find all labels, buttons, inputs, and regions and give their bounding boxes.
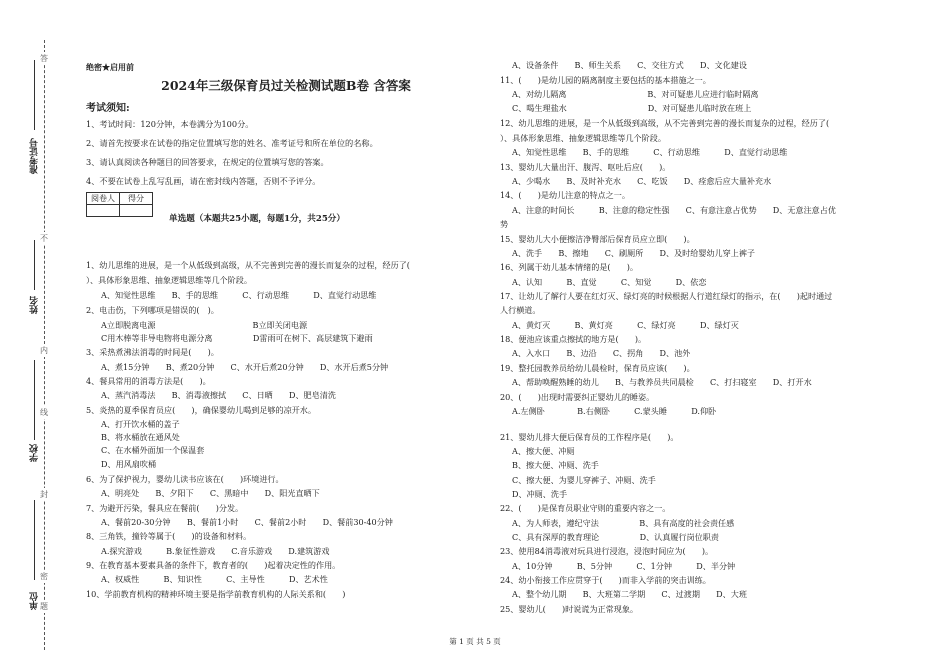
question-line: ）、具体形象思维、抽象逻辑思维等几个阶段。: [86, 275, 252, 285]
reviewer-cell[interactable]: [87, 205, 120, 217]
question-line: A、蒸汽消毒法 B、消毒液擦拭 C、日晒 D、肥皂清洗: [101, 390, 336, 400]
score-table: [86, 192, 153, 217]
question-line: 24、幼小衔接工作应贯穿于( )而非入学前的突击训练。: [500, 575, 711, 585]
binding-label-exam-number: 准考证号: [30, 138, 40, 174]
binding-mark-4: 封: [40, 490, 48, 499]
question-line: 18、便池应该重点擦拭的地方是( )。: [500, 334, 647, 344]
binding-mark-1: 不: [40, 234, 48, 243]
question-line: 22、( )是保育员职业守则的重要内容之一。: [500, 503, 671, 513]
binding-mark-2: 内: [40, 346, 48, 355]
question-line: C、喝生理盐水 D、对可疑患儿临时放在班上: [512, 103, 752, 113]
question-line: A、整个幼儿期 B、大班第二学期 C、过渡期 D、大班: [512, 589, 747, 599]
question-line: A、煮15分钟 B、煮20分钟 C、水开后煮20分钟 D、水开后煮5分钟: [101, 362, 389, 372]
question-line: 7、为避开污染，餐具应在餐前( )分发。: [86, 503, 244, 513]
question-line: 15、婴幼儿大小便擦洁净臀部后保育员应立即( )。: [500, 234, 695, 244]
binding-underline-3: [34, 360, 35, 440]
question-line: 10、学前教育机构的精神环境主要是指学前教育机构的人际关系和( ): [86, 589, 346, 599]
question-line: A.左侧卧 B.右侧卧 C.蒙头睡 D.仰卧: [512, 406, 717, 416]
question-line: 1、幼儿思维的进展，是一个从低级到高级，从不完善到完善的漫长而复杂的过程，经历了(: [86, 260, 410, 270]
question-line: 4、餐具常用的消毒方法是( )。: [86, 376, 211, 386]
question-line: A、帮助唤醒熟睡的幼儿 B、与教养员共同晨检 C、打扫寝室 D、打开水: [512, 377, 812, 387]
question-line: A、对幼儿隔离 B、对可疑患儿应进行临时隔离: [512, 89, 759, 99]
question-line: A、知觉性思维 B、手的思维 C、行动思维 D、直觉行动思维: [512, 147, 788, 157]
question-line: A、黄灯灭 B、黄灯亮 C、绿灯亮 D、绿灯灭: [512, 320, 739, 330]
question-line: 14、( )是幼儿注意的特点之一。: [500, 190, 630, 200]
reviewer-header: 阅卷人: [87, 193, 120, 205]
question-line: 3、采热煮沸法消毒的时间是( )。: [86, 347, 219, 357]
notice-item: 2、请首先按要求在试卷的指定位置填写您的姓名、准考证号和所在单位的名称。: [86, 138, 378, 148]
binding-mark-bottom: 题: [40, 602, 48, 611]
question-line: 25、婴幼儿( )时说谎为正常现象。: [500, 604, 639, 614]
binding-mark-top: 答: [40, 54, 48, 63]
question-line: A、打开饮水桶的盖子: [101, 419, 180, 429]
question-line: 2、电击伤，下列哪项是错误的( )。: [86, 305, 219, 315]
question-line: 人行横道。: [500, 305, 541, 315]
binding-mark-5: 密: [40, 572, 48, 581]
binding-underline-4: [34, 500, 35, 580]
question-line: A、10分钟 B、5分钟 C、1分钟 D、半分钟: [512, 561, 736, 571]
question-line: A、明亮处 B、夕阳下 C、黑暗中 D、阳光直晒下: [101, 488, 320, 498]
question-line: 13、婴幼儿大量出汗、腹泻、呕吐后应( )。: [500, 162, 671, 172]
score-cell[interactable]: [120, 205, 153, 217]
notice-heading: 考试须知:: [86, 103, 130, 114]
page-footer: 第 1 页 共 5 页: [449, 637, 501, 646]
question-line: A、认知 B、直觉 C、知觉 D、依恋: [512, 277, 707, 287]
question-line: A、权威性 B、知识性 C、主导性 D、艺术性: [101, 574, 328, 584]
question-line: A、入水口 B、边沿 C、拐角 D、池外: [512, 348, 691, 358]
exam-title: 2024年三级保育员过关检测试题B卷 含答案: [161, 78, 411, 93]
question-line: A、洗手 B、擦地 C、刷厕所 D、及时给婴幼儿穿上裤子: [512, 248, 756, 258]
question-line: 16、列属于幼儿基本情绪的是( )。: [500, 262, 639, 272]
question-line: D、冲厕、洗手: [512, 489, 568, 499]
section-title: 单选题（本题共25小题，每题1分，共25分）: [169, 214, 345, 224]
question-line: A立即脱离电源 B立即关闭电源: [101, 320, 308, 330]
binding-underline-1: [34, 60, 35, 130]
question-line: A.探究游戏 B.象征性游戏 C.音乐游戏 D.建筑游戏: [101, 546, 330, 556]
question-line: 8、三角铁，撞铃等属于( )的设备和材料。: [86, 531, 252, 541]
question-line: B、擦大便、冲厕、洗手: [512, 460, 599, 470]
question-line: D、用风扇吹桶: [101, 459, 157, 469]
question-line: A、餐前20-30分钟 B、餐前1小时 C、餐前2小时 D、餐前30-40分钟: [101, 517, 393, 527]
question-line: C、在水桶外面加一个保温套: [101, 445, 205, 455]
question-line: A、擦大便、冲厕: [512, 446, 575, 456]
question-line: A、设备条件 B、师生关系 C、交往方式 D、文化建设: [512, 60, 747, 70]
question-line: 23、使用84消毒液对玩具进行浸泡，浸泡时间应为( )。: [500, 546, 714, 556]
question-line: 19、整托园教养员给幼儿晨检时，保育员应该( )。: [500, 363, 695, 373]
binding-underline-2: [34, 240, 35, 290]
question-line: 9、在教育基本要素具备的条件下，教育者的( )起着决定性的作用。: [86, 560, 341, 570]
question-line: C、擦大便、为婴儿穿裤子、冲厕、洗手: [512, 475, 656, 485]
question-line: A、为人师表，遵纪守法 B、具有高度的社会责任感: [512, 518, 735, 528]
question-line: 5、炎热的夏季保育员应( )，确保婴幼儿喝到足够的凉开水。: [86, 405, 316, 415]
score-header: 得分: [120, 193, 153, 205]
question-line: 12、幼儿思维的进展，是一个从低级到高级，从不完善到完善的漫长而复杂的过程，经历了(: [500, 118, 830, 128]
question-line: A、注意的时间长 B、注意的稳定性强 C、有意注意占优势 D、无意注意占优: [512, 205, 836, 215]
question-line: 17、让幼儿了解行人要在红灯灭、绿灯亮的时候根据人行道红绿灯的指示，在( )起时通过: [500, 291, 833, 301]
notice-item: 4、不要在试卷上乱写乱画，请在密封线内答题，否则不予评分。: [86, 176, 321, 186]
question-line: C用木棒等非导电物将电源分离 D雷雨可在树下、高层建筑下避雨: [101, 333, 373, 343]
notice-item: 3、请认真阅读各种题目的回答要求，在规定的位置填写您的答案。: [86, 157, 329, 167]
question-line: C、具有深厚的教育理论 D、认真履行岗位职责: [512, 532, 719, 542]
question-line: 11、( )是幼儿园的隔离制度主要包括的基本措施之一。: [500, 75, 711, 85]
notice-item: 1、考试时间：120分钟，本卷满分为100分。: [86, 119, 254, 129]
question-line: ）、具体形象思维、抽象逻辑思维等几个阶段。: [500, 133, 666, 143]
question-line: A、知觉性思维 B、手的思维 C、行动思维 D、直觉行动思维: [101, 290, 377, 300]
question-line: 21、婴幼儿排大便后保育员的工作程序是( )。: [500, 432, 679, 442]
binding-label-school: 学校: [30, 444, 40, 462]
question-line: B、将水桶放在通风处: [101, 432, 180, 442]
question-line: A、少喝水 B、及时补充水 C、吃饭 D、痊愈后应大量补充水: [512, 176, 772, 186]
binding-mark-3: 线: [40, 408, 48, 417]
question-line: 20、( )出现时需要纠正婴幼儿的睡姿。: [500, 392, 655, 402]
secret-label: 绝密★启用前: [86, 62, 134, 72]
binding-label-unit: 单位: [30, 592, 40, 610]
question-line: 势: [500, 219, 509, 229]
question-line: 6、为了保护视力，婴幼儿读书应该在( )环境进行。: [86, 474, 284, 484]
binding-label-name: 姓名: [30, 296, 40, 314]
